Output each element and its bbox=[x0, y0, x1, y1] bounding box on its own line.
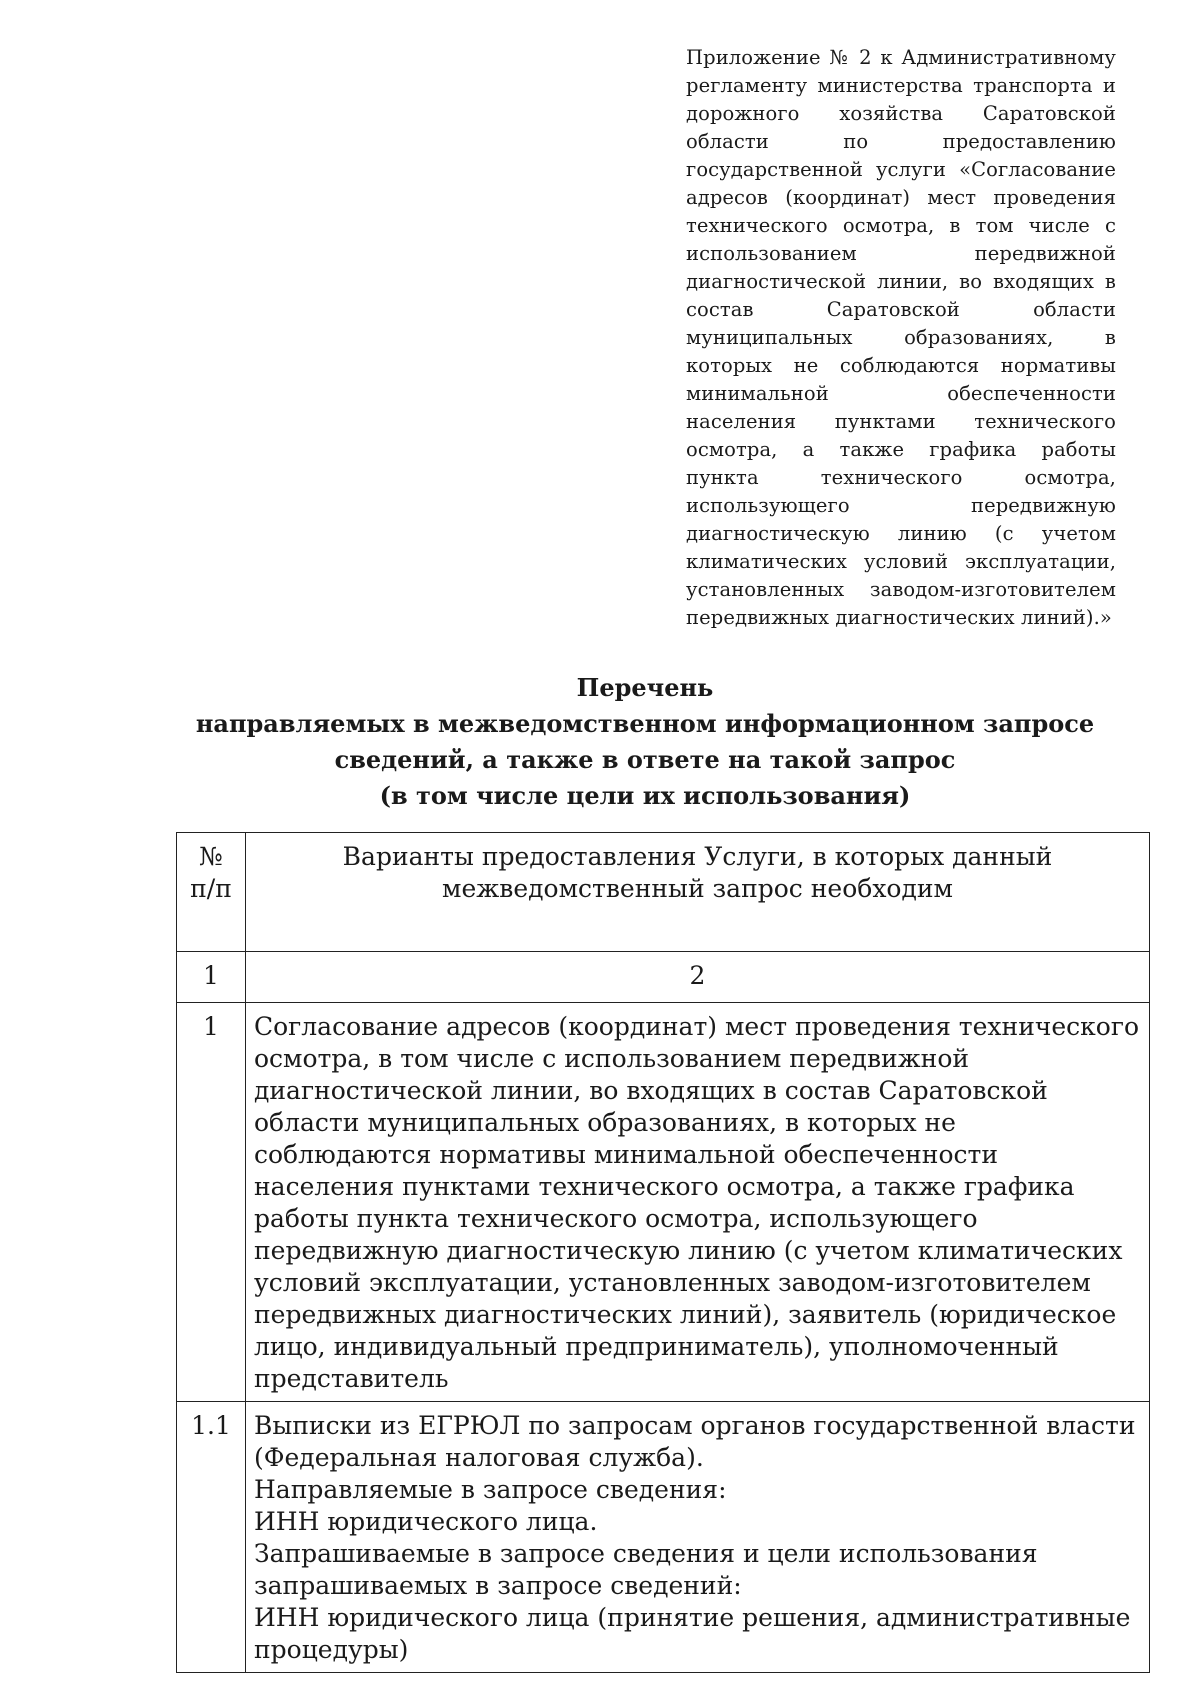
column-index-1: 1 bbox=[177, 952, 246, 1003]
row-line: ИНН юридического лица (принятие решения, административные процедуры) bbox=[254, 1603, 1131, 1664]
title-line-4: (в том числе цели их использования) bbox=[379, 781, 911, 810]
header-variants-cell: Варианты предоставления Услуги, в которых данный межведомственный запрос необходим bbox=[246, 833, 1150, 952]
table-row bbox=[177, 1402, 1150, 1673]
table-header-row bbox=[177, 833, 1150, 952]
row-line: Запрашиваемые в запросе сведения и цели использования запрашиваемых в запросе сведений: bbox=[254, 1539, 1038, 1600]
row-number: 1 bbox=[177, 1003, 246, 1402]
row-line: Выписки из ЕГРЮЛ по запросам органов государственной власти (Федеральная налоговая служба). bbox=[254, 1411, 1136, 1472]
table-row bbox=[177, 1003, 1150, 1402]
row-line: ИНН юридического лица. bbox=[254, 1507, 598, 1536]
title-line-1: Перечень bbox=[576, 673, 714, 702]
row-text: Согласование адресов (координат) мест проведения технического осмотра, в том числе с использованием передвижной диагностической линии, во входящих в состав Саратовской области муниципальных образованиях, в которых не соблюдаются нормативы минимальной обеспеченности населения пунктами технического осмотра, а также графика работы пункта технического осмотра, использующего передвижную диагностическую линию (с учетом климатических условий эксплуатации, установленных заводом-изготовителем передвижных диагностических линий), заявитель (юридическое лицо, индивидуальный предприниматель), уполномоченный представитель bbox=[246, 1003, 1150, 1402]
column-index-2: 2 bbox=[246, 952, 1150, 1003]
row-text bbox=[246, 1402, 1150, 1673]
header-number-cell: № п/п bbox=[177, 833, 246, 952]
title-line-3: сведений, а также в ответе на такой запрос bbox=[334, 745, 956, 774]
column-index-row bbox=[177, 952, 1150, 1003]
annex-reference: Приложение № 2 к Административному регламенту министерства транспорта и дорожного хозяйства Саратовской области по предоставлению государственной услуги «Согласование адресов (координат) мест проведения технического осмотра, в том числе с использованием передвижной диагностической линии, во входящих в состав Саратовской области муниципальных образованиях, в которых не соблюдаются нормативы минимальной обеспеченности населения пунктами технического осмотра, а также графика работы пункта технического осмотра, использующего передвижную диагностическую линию (с учетом климатических условий эксплуатации, установленных заводом-изготовителем передвижных диагностических линий).» bbox=[686, 46, 1116, 629]
requests-table bbox=[176, 832, 1150, 1673]
row-number: 1.1 bbox=[177, 1402, 246, 1673]
document-title bbox=[0, 670, 1200, 814]
title-line-2: направляемых в межведомственном информационном запросе bbox=[195, 709, 1095, 738]
row-line: Направляемые в запросе сведения: bbox=[254, 1475, 727, 1504]
